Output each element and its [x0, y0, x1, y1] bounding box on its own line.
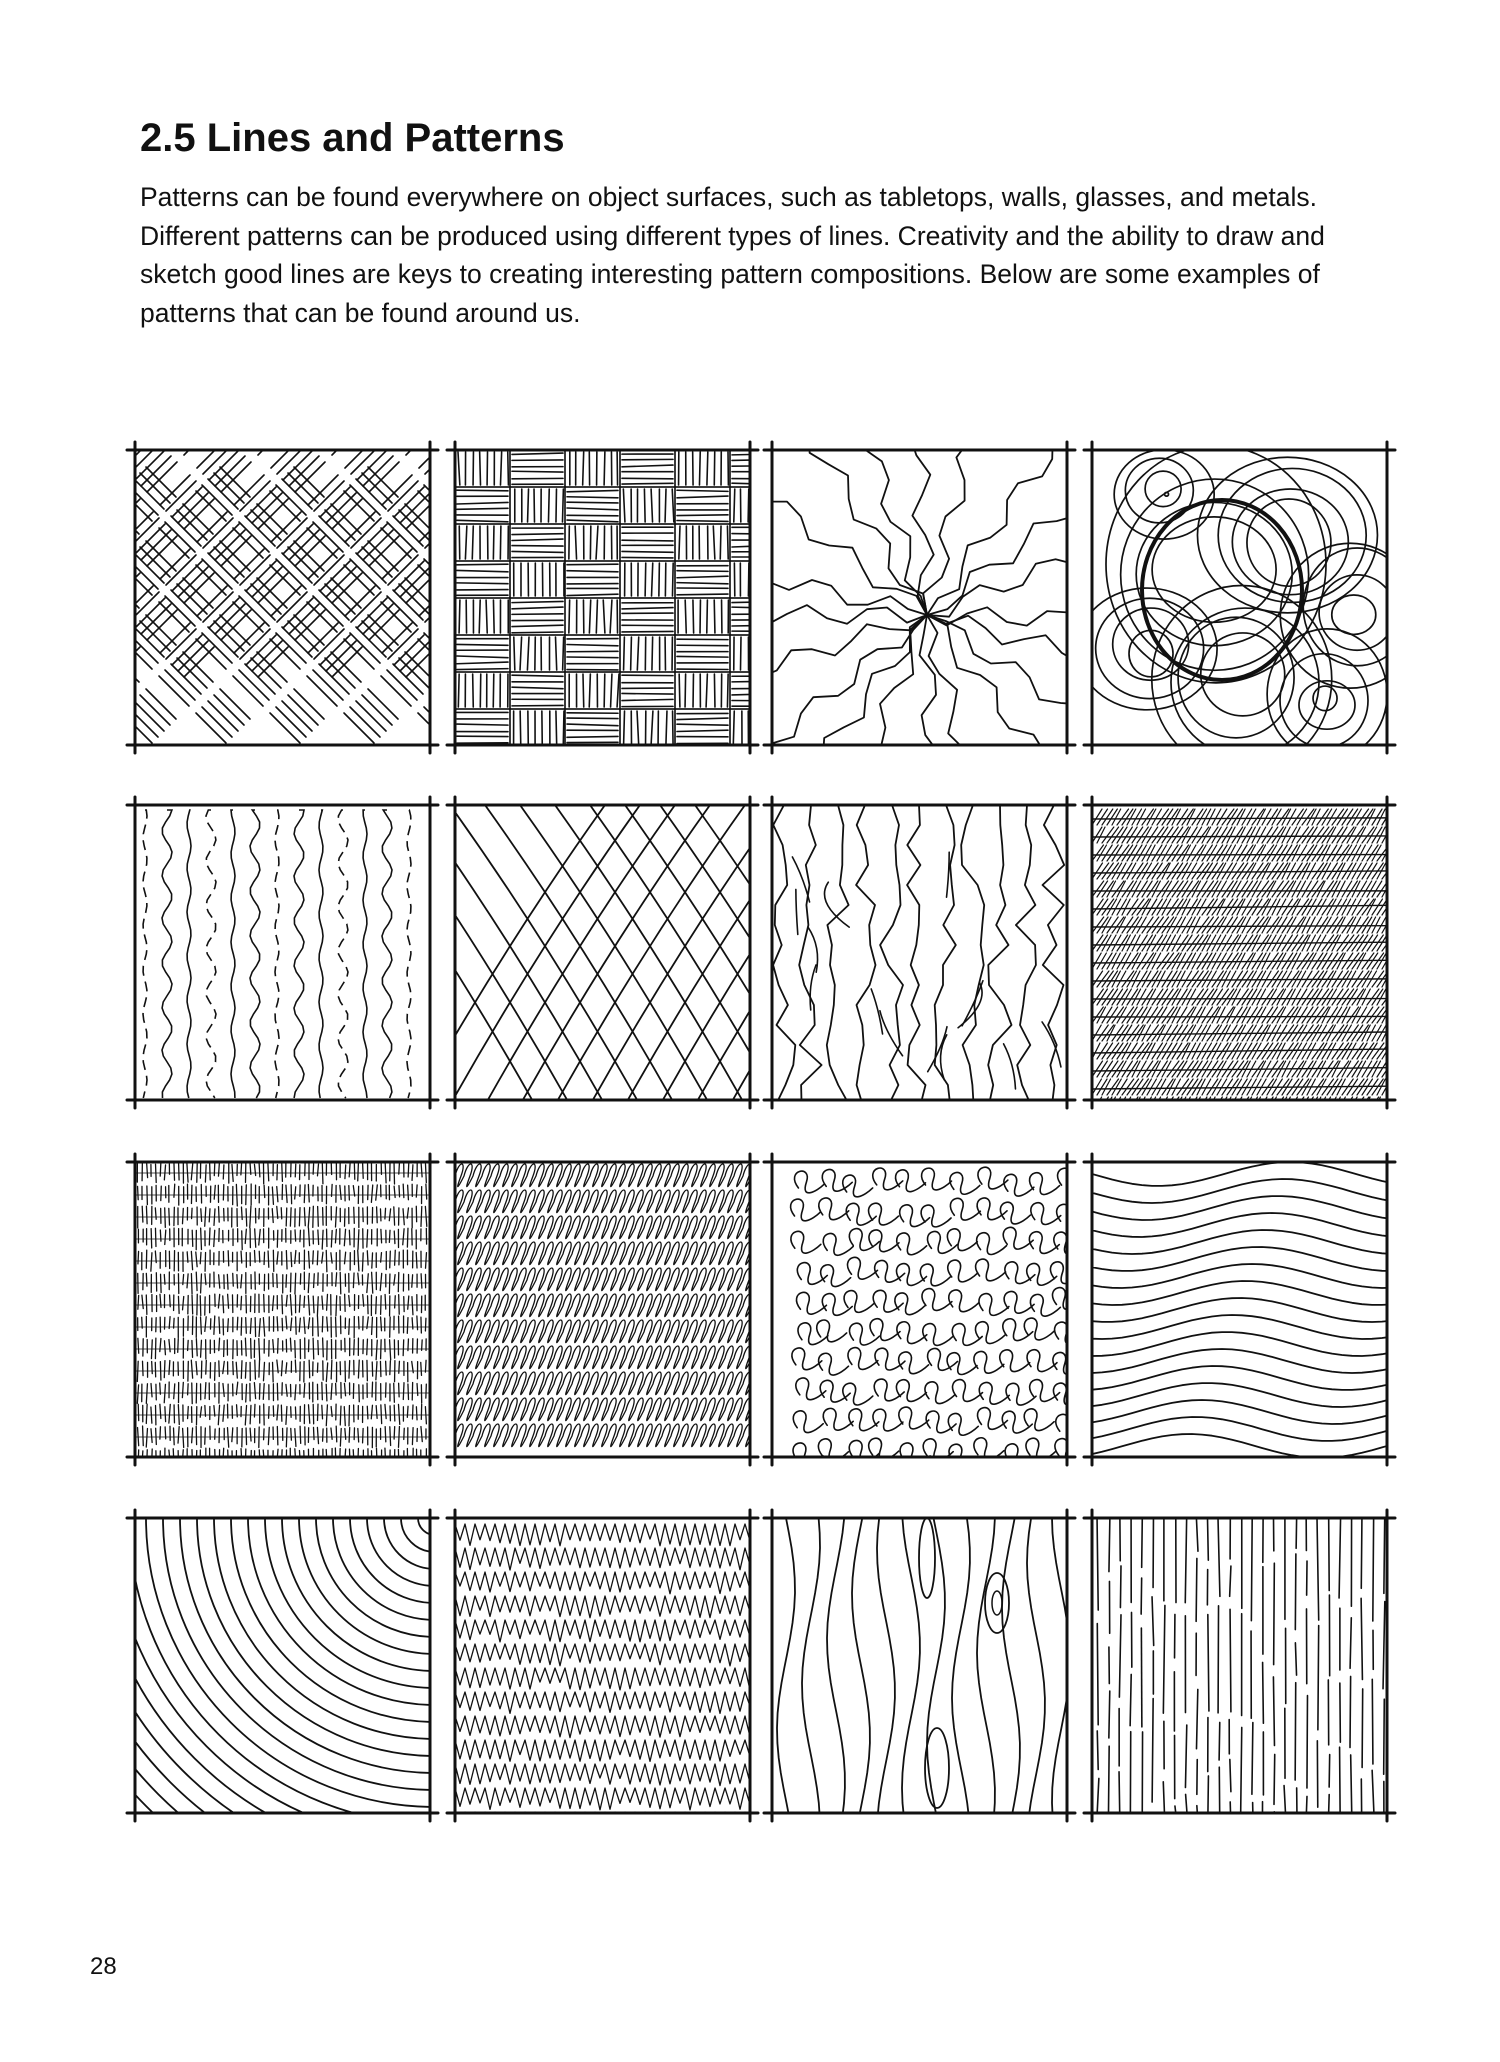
- overlapping-circles-pattern: [1077, 442, 1420, 773]
- dense-vertical-strokes-pattern: [127, 1154, 438, 1469]
- dashed-wavy-lines-pattern: [127, 797, 438, 1108]
- horizontal-waves-pattern: [1084, 1154, 1395, 1465]
- diagonal-dense-hatch-pattern: [1084, 797, 1399, 1113]
- crossing-curves-pattern: [345, 797, 955, 1108]
- looped-scribble-rows-pattern: [447, 1154, 761, 1465]
- pebble-loops-pattern: [764, 1154, 1088, 1466]
- zigzag-strokes-pattern: [447, 1510, 758, 1833]
- page-number: 28: [90, 1953, 117, 1980]
- section-title: 2.5 Lines and Patterns: [140, 116, 565, 160]
- wood-grain-pattern: [764, 1510, 1075, 1821]
- brick-hatching-pattern: [447, 442, 785, 753]
- vertical-broken-lines-pattern: [1084, 1510, 1395, 1821]
- branching-veins-pattern: [764, 797, 1075, 1108]
- radial-burst-pattern: [687, 376, 1167, 855]
- intro-paragraph: Patterns can be found everywhere on object surfaces, such as tabletops, walls, glasses, and metals. Different patterns can be produced using different types of lines. Creativity and the ability to draw and sketch good lines are keys to creating interesting pattern compositions. Below are some examples of patterns that can be found around us.: [140, 182, 1325, 328]
